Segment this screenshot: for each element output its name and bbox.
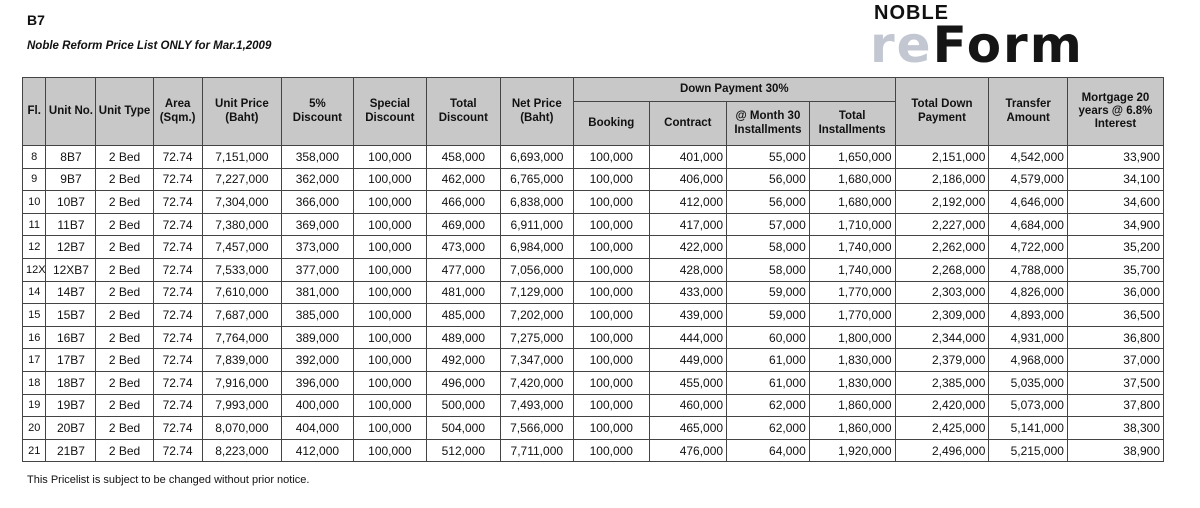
cell-mortgage: 37,000 [1067,349,1163,372]
cell-fl: 16 [23,326,46,349]
cell-area: 72.74 [153,394,202,417]
cell-special-discount: 100,000 [353,146,426,169]
cell-fl: 18 [23,371,46,394]
cell-discount-5pct: 362,000 [282,168,353,191]
table-row [23,281,1164,304]
cell-mortgage: 36,000 [1067,281,1163,304]
cell-total-down-payment: 2,344,000 [895,326,989,349]
table-row [23,394,1164,417]
cell-special-discount: 100,000 [353,236,426,259]
cell-month30-installment: 55,000 [727,146,810,169]
cell-total-down-payment: 2,227,000 [895,213,989,236]
cell-net-price: 6,693,000 [500,146,573,169]
cell-booking: 100,000 [574,281,650,304]
cell-unit-price: 7,227,000 [202,168,282,191]
cell-unit-price: 7,151,000 [202,146,282,169]
cell-transfer-amount: 4,542,000 [989,146,1068,169]
cell-unit-no: 9B7 [46,168,96,191]
cell-unit-no: 17B7 [46,349,96,372]
cell-booking: 100,000 [574,258,650,281]
cell-booking: 100,000 [574,168,650,191]
cell-transfer-amount: 4,931,000 [989,326,1068,349]
cell-special-discount: 100,000 [353,371,426,394]
cell-unit-no: 19B7 [46,394,96,417]
header-down-payment: Down Payment 30% [574,78,895,102]
cell-month30-installment: 61,000 [727,371,810,394]
cell-booking: 100,000 [574,146,650,169]
header-fl: Fl. [23,78,46,146]
cell-discount-5pct: 389,000 [282,326,353,349]
cell-mortgage: 33,900 [1067,146,1163,169]
cell-net-price: 7,275,000 [500,326,573,349]
cell-area: 72.74 [153,304,202,327]
cell-transfer-amount: 5,073,000 [989,394,1068,417]
cell-transfer-amount: 4,788,000 [989,258,1068,281]
cell-unit-type: 2 Bed [96,349,153,372]
cell-total-discount: 473,000 [427,236,500,259]
cell-area: 72.74 [153,349,202,372]
cell-total-down-payment: 2,151,000 [895,146,989,169]
cell-total-installments: 1,830,000 [809,371,895,394]
cell-total-installments: 1,860,000 [809,394,895,417]
header-unit-price: Unit Price (Baht) [202,78,282,146]
cell-area: 72.74 [153,191,202,214]
cell-total-down-payment: 2,385,000 [895,371,989,394]
cell-discount-5pct: 392,000 [282,349,353,372]
header-transfer-amount: Transfer Amount [989,78,1068,146]
document-code: B7 [27,12,45,28]
cell-unit-no: 12B7 [46,236,96,259]
cell-total-down-payment: 2,192,000 [895,191,989,214]
cell-contract: 439,000 [649,304,727,327]
cell-total-down-payment: 2,496,000 [895,439,989,462]
cell-unit-price: 7,764,000 [202,326,282,349]
cell-month30-installment: 60,000 [727,326,810,349]
cell-net-price: 6,765,000 [500,168,573,191]
cell-total-installments: 1,770,000 [809,281,895,304]
cell-transfer-amount: 5,035,000 [989,371,1068,394]
cell-total-down-payment: 2,309,000 [895,304,989,327]
cell-contract: 412,000 [649,191,727,214]
cell-unit-no: 14B7 [46,281,96,304]
cell-total-installments: 1,800,000 [809,326,895,349]
cell-booking: 100,000 [574,371,650,394]
cell-contract: 401,000 [649,146,727,169]
noble-reform-logo [870,2,1160,74]
logo-form-part: Form [932,16,1084,74]
cell-net-price: 7,420,000 [500,371,573,394]
cell-unit-type: 2 Bed [96,417,153,440]
cell-total-installments: 1,770,000 [809,304,895,327]
cell-unit-no: 18B7 [46,371,96,394]
cell-transfer-amount: 4,646,000 [989,191,1068,214]
cell-total-discount: 504,000 [427,417,500,440]
cell-total-down-payment: 2,262,000 [895,236,989,259]
cell-contract: 460,000 [649,394,727,417]
cell-booking: 100,000 [574,394,650,417]
cell-net-price: 7,129,000 [500,281,573,304]
cell-booking: 100,000 [574,304,650,327]
cell-unit-price: 7,993,000 [202,394,282,417]
cell-mortgage: 35,200 [1067,236,1163,259]
cell-special-discount: 100,000 [353,191,426,214]
cell-contract: 476,000 [649,439,727,462]
cell-unit-no: 15B7 [46,304,96,327]
cell-discount-5pct: 381,000 [282,281,353,304]
cell-total-installments: 1,680,000 [809,191,895,214]
cell-total-installments: 1,740,000 [809,258,895,281]
cell-unit-no: 16B7 [46,326,96,349]
cell-unit-type: 2 Bed [96,168,153,191]
cell-transfer-amount: 4,579,000 [989,168,1068,191]
cell-special-discount: 100,000 [353,439,426,462]
footer-note: This Pricelist is subject to be changed without prior notice. [27,474,310,486]
cell-area: 72.74 [153,258,202,281]
cell-net-price: 7,711,000 [500,439,573,462]
cell-fl: 17 [23,349,46,372]
price-list-body [23,146,1164,462]
cell-discount-5pct: 400,000 [282,394,353,417]
header-booking: Booking [574,102,650,146]
cell-fl: 19 [23,394,46,417]
cell-net-price: 6,838,000 [500,191,573,214]
cell-discount-5pct: 396,000 [282,371,353,394]
header-mortgage: Mortgage 20 years @ 6.8% Interest [1067,78,1163,146]
cell-area: 72.74 [153,213,202,236]
header-contract: Contract [649,102,727,146]
table-row [23,236,1164,259]
cell-total-installments: 1,740,000 [809,236,895,259]
table-row [23,258,1164,281]
cell-total-installments: 1,650,000 [809,146,895,169]
header-5pct-discount: 5% Discount [282,78,353,146]
price-list-table [22,77,1164,462]
cell-booking: 100,000 [574,236,650,259]
cell-unit-price: 7,610,000 [202,281,282,304]
cell-discount-5pct: 385,000 [282,304,353,327]
cell-month30-installment: 59,000 [727,281,810,304]
cell-special-discount: 100,000 [353,258,426,281]
cell-unit-no: 20B7 [46,417,96,440]
table-row [23,326,1164,349]
table-row [23,417,1164,440]
cell-area: 72.74 [153,371,202,394]
cell-unit-price: 7,687,000 [202,304,282,327]
cell-unit-type: 2 Bed [96,281,153,304]
cell-contract: 455,000 [649,371,727,394]
cell-mortgage: 34,100 [1067,168,1163,191]
cell-unit-type: 2 Bed [96,371,153,394]
header-unit-no: Unit No. [46,78,96,146]
cell-fl: 12X [23,258,46,281]
cell-total-discount: 500,000 [427,394,500,417]
cell-total-discount: 458,000 [427,146,500,169]
cell-total-discount: 512,000 [427,439,500,462]
cell-month30-installment: 62,000 [727,394,810,417]
cell-unit-no: 11B7 [46,213,96,236]
cell-mortgage: 38,300 [1067,417,1163,440]
cell-total-down-payment: 2,379,000 [895,349,989,372]
cell-mortgage: 38,900 [1067,439,1163,462]
cell-unit-price: 7,457,000 [202,236,282,259]
cell-unit-price: 8,070,000 [202,417,282,440]
cell-unit-type: 2 Bed [96,439,153,462]
cell-unit-price: 8,223,000 [202,439,282,462]
document-subtitle: Noble Reform Price List ONLY for Mar.1,2009 [27,40,272,52]
cell-total-down-payment: 2,268,000 [895,258,989,281]
cell-mortgage: 35,700 [1067,258,1163,281]
cell-total-installments: 1,860,000 [809,417,895,440]
cell-month30-installment: 58,000 [727,236,810,259]
cell-fl: 12 [23,236,46,259]
cell-total-discount: 489,000 [427,326,500,349]
cell-area: 72.74 [153,326,202,349]
cell-contract: 449,000 [649,349,727,372]
cell-booking: 100,000 [574,213,650,236]
table-row [23,349,1164,372]
cell-mortgage: 34,900 [1067,213,1163,236]
cell-total-installments: 1,920,000 [809,439,895,462]
cell-month30-installment: 56,000 [727,191,810,214]
cell-unit-type: 2 Bed [96,213,153,236]
cell-month30-installment: 61,000 [727,349,810,372]
cell-mortgage: 36,500 [1067,304,1163,327]
cell-total-installments: 1,680,000 [809,168,895,191]
cell-total-discount: 469,000 [427,213,500,236]
table-row [23,304,1164,327]
cell-contract: 465,000 [649,417,727,440]
cell-mortgage: 34,600 [1067,191,1163,214]
cell-area: 72.74 [153,146,202,169]
cell-total-down-payment: 2,420,000 [895,394,989,417]
cell-booking: 100,000 [574,439,650,462]
cell-mortgage: 36,800 [1067,326,1163,349]
cell-net-price: 7,493,000 [500,394,573,417]
cell-discount-5pct: 404,000 [282,417,353,440]
cell-transfer-amount: 4,968,000 [989,349,1068,372]
cell-net-price: 7,347,000 [500,349,573,372]
cell-discount-5pct: 358,000 [282,146,353,169]
cell-booking: 100,000 [574,326,650,349]
cell-unit-no: 12XB7 [46,258,96,281]
table-row [23,168,1164,191]
cell-special-discount: 100,000 [353,394,426,417]
cell-total-installments: 1,830,000 [809,349,895,372]
header-month30-installments: @ Month 30 Installments [727,102,810,146]
cell-contract: 417,000 [649,213,727,236]
cell-area: 72.74 [153,439,202,462]
cell-month30-installment: 56,000 [727,168,810,191]
cell-net-price: 6,984,000 [500,236,573,259]
cell-unit-type: 2 Bed [96,146,153,169]
cell-net-price: 7,202,000 [500,304,573,327]
cell-unit-type: 2 Bed [96,258,153,281]
cell-mortgage: 37,800 [1067,394,1163,417]
cell-total-down-payment: 2,425,000 [895,417,989,440]
cell-fl: 10 [23,191,46,214]
cell-area: 72.74 [153,281,202,304]
cell-booking: 100,000 [574,417,650,440]
logo-brand-text [870,16,1084,74]
header-net-price: Net Price (Baht) [500,78,573,146]
cell-contract: 433,000 [649,281,727,304]
cell-transfer-amount: 5,141,000 [989,417,1068,440]
cell-unit-price: 7,304,000 [202,191,282,214]
table-row [23,371,1164,394]
price-list-table-wrapper [22,77,1164,462]
cell-fl: 9 [23,168,46,191]
cell-contract: 422,000 [649,236,727,259]
cell-booking: 100,000 [574,349,650,372]
cell-month30-installment: 59,000 [727,304,810,327]
cell-total-discount: 462,000 [427,168,500,191]
cell-special-discount: 100,000 [353,304,426,327]
cell-discount-5pct: 412,000 [282,439,353,462]
header-special-discount: Special Discount [353,78,426,146]
cell-fl: 21 [23,439,46,462]
cell-unit-type: 2 Bed [96,304,153,327]
cell-transfer-amount: 4,722,000 [989,236,1068,259]
cell-special-discount: 100,000 [353,326,426,349]
cell-discount-5pct: 373,000 [282,236,353,259]
cell-unit-no: 10B7 [46,191,96,214]
header-total-installments: Total Installments [809,102,895,146]
cell-unit-type: 2 Bed [96,326,153,349]
cell-unit-type: 2 Bed [96,394,153,417]
cell-total-installments: 1,710,000 [809,213,895,236]
cell-fl: 15 [23,304,46,327]
cell-contract: 444,000 [649,326,727,349]
cell-mortgage: 37,500 [1067,371,1163,394]
cell-fl: 8 [23,146,46,169]
header-unit-type: Unit Type [96,78,153,146]
cell-total-down-payment: 2,303,000 [895,281,989,304]
cell-total-discount: 485,000 [427,304,500,327]
cell-net-price: 7,566,000 [500,417,573,440]
cell-area: 72.74 [153,168,202,191]
cell-special-discount: 100,000 [353,213,426,236]
cell-unit-type: 2 Bed [96,236,153,259]
cell-transfer-amount: 4,826,000 [989,281,1068,304]
cell-unit-price: 7,533,000 [202,258,282,281]
cell-contract: 428,000 [649,258,727,281]
cell-fl: 20 [23,417,46,440]
cell-month30-installment: 58,000 [727,258,810,281]
cell-transfer-amount: 4,893,000 [989,304,1068,327]
header-area: Area (Sqm.) [153,78,202,146]
cell-discount-5pct: 377,000 [282,258,353,281]
cell-booking: 100,000 [574,191,650,214]
cell-area: 72.74 [153,417,202,440]
table-row [23,146,1164,169]
cell-unit-price: 7,839,000 [202,349,282,372]
logo-noble-text: NOBLE [874,2,949,24]
cell-total-discount: 466,000 [427,191,500,214]
cell-total-discount: 477,000 [427,258,500,281]
cell-month30-installment: 62,000 [727,417,810,440]
cell-total-discount: 496,000 [427,371,500,394]
cell-transfer-amount: 4,684,000 [989,213,1068,236]
logo-re-part: re [870,16,933,74]
cell-net-price: 6,911,000 [500,213,573,236]
cell-unit-price: 7,916,000 [202,371,282,394]
cell-total-down-payment: 2,186,000 [895,168,989,191]
cell-transfer-amount: 5,215,000 [989,439,1068,462]
table-row [23,439,1164,462]
cell-unit-price: 7,380,000 [202,213,282,236]
cell-month30-installment: 64,000 [727,439,810,462]
cell-discount-5pct: 366,000 [282,191,353,214]
table-row [23,191,1164,214]
cell-fl: 14 [23,281,46,304]
cell-fl: 11 [23,213,46,236]
header-total-discount: Total Discount [427,78,500,146]
cell-unit-no: 21B7 [46,439,96,462]
cell-special-discount: 100,000 [353,349,426,372]
cell-month30-installment: 57,000 [727,213,810,236]
cell-total-discount: 481,000 [427,281,500,304]
header-total-down-payment: Total Down Payment [895,78,989,146]
cell-unit-type: 2 Bed [96,191,153,214]
table-row [23,213,1164,236]
cell-special-discount: 100,000 [353,168,426,191]
cell-net-price: 7,056,000 [500,258,573,281]
cell-unit-no: 8B7 [46,146,96,169]
cell-special-discount: 100,000 [353,417,426,440]
cell-special-discount: 100,000 [353,281,426,304]
cell-contract: 406,000 [649,168,727,191]
cell-area: 72.74 [153,236,202,259]
cell-total-discount: 492,000 [427,349,500,372]
cell-discount-5pct: 369,000 [282,213,353,236]
